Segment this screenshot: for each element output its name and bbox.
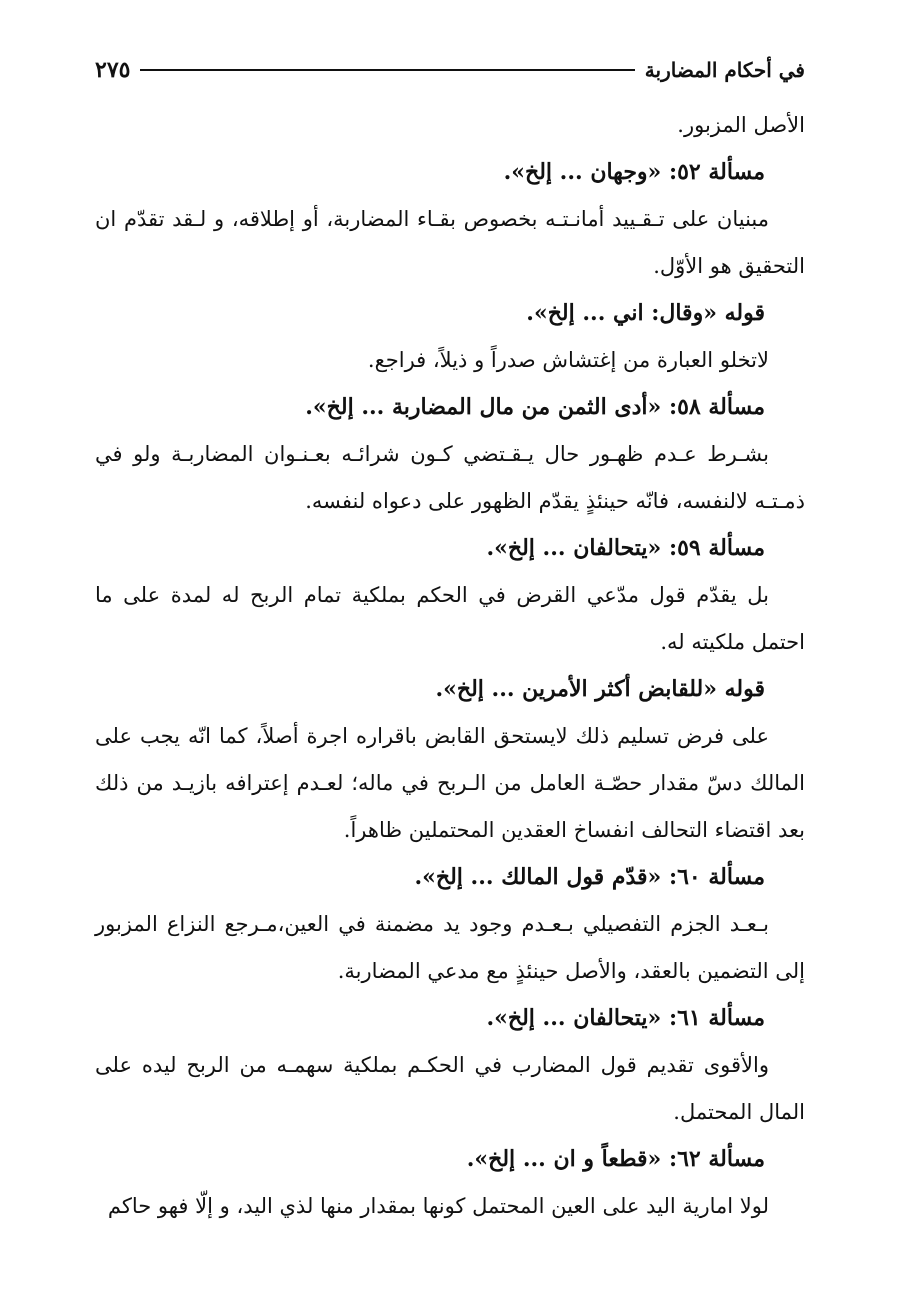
paragraph: مبنيان على تـقـييد أمانـتـه بخصوص بقـاء المضاربة، أو إطلاقه، و لـقد تقدّم ان التحقيق هو الأوّل. bbox=[95, 207, 805, 278]
section-heading: مسألة ٦١: «يتحالفان ... إلخ». bbox=[486, 1005, 765, 1031]
section-heading: قوله «للقابض أكثر الأمرين ... إلخ». bbox=[435, 676, 765, 702]
section-heading: مسألة ٥٩: «يتحالفان ... إلخ». bbox=[486, 535, 765, 561]
section-heading: قوله «وقال: اني ... إلخ». bbox=[526, 300, 765, 326]
paragraph: بشـرط عـدم ظهـور حال يـقـتضي كـون شرائـه بعـنـوان المضاربـة ولو في ذمـتـه لالنفسه، فانّه حينئذٍ يقدّم الظهور على دعواه لنفسه. bbox=[95, 442, 805, 513]
body-text bbox=[95, 102, 805, 1230]
paragraph: بـعـد الجزم التفصيلي بـعـدم وجود يد مضمنة في العين،مـرجع النزاع المزبور إلى التضمين بالعقد، والأصل حينئذٍ مع مدعي المضاربة. bbox=[95, 912, 805, 983]
page-header bbox=[95, 52, 805, 88]
paragraph: والأقوى تقديم قول المضارب في الحكـم بملكية سهمـه من الربح ليده على المال المحتمل. bbox=[95, 1053, 805, 1124]
paragraph: الأصل المزبور. bbox=[677, 113, 805, 137]
section-heading: مسألة ٦٠: «قدّم قول المالك ... إلخ». bbox=[414, 864, 765, 890]
running-title: في أحكام المضاربة bbox=[644, 58, 805, 82]
page-number: ٢٧٥ bbox=[95, 57, 131, 83]
paragraph: لولا امارية اليد على العين المحتمل كونها بمقدار منها لذي اليد، و إلّا فهو حاكم bbox=[107, 1194, 769, 1218]
paragraph: على فرض تسليم ذلك لايستحق القابض باقراره اجرة أصلاً، كما انّه يجب على المالك دسّ مقدار حصّـة العامل من الـربح في ماله؛ لعـدم إعترافه بازيـد من ذلك بعد اقتضاء التحالف انفساخ العقدين المحتملين ظاهراً. bbox=[95, 724, 805, 842]
paragraph: لاتخلو العبارة من إغتشاش صدراً و ذيلاً، فراجع. bbox=[367, 348, 769, 372]
header-rule bbox=[140, 69, 634, 71]
section-heading: مسألة ٥٨: «أدى الثمن من مال المضاربة ... إلخ». bbox=[305, 394, 765, 420]
section-heading: مسألة ٥٢: «وجهان ... إلخ». bbox=[503, 159, 765, 185]
paragraph: بل يقدّم قول مدّعي القرض في الحكم بملكية تمام الربح له لمدة على ما احتمل ملكيته له. bbox=[95, 583, 805, 654]
section-heading: مسألة ٦٢: «قطعاً و ان ... إلخ». bbox=[466, 1146, 765, 1172]
